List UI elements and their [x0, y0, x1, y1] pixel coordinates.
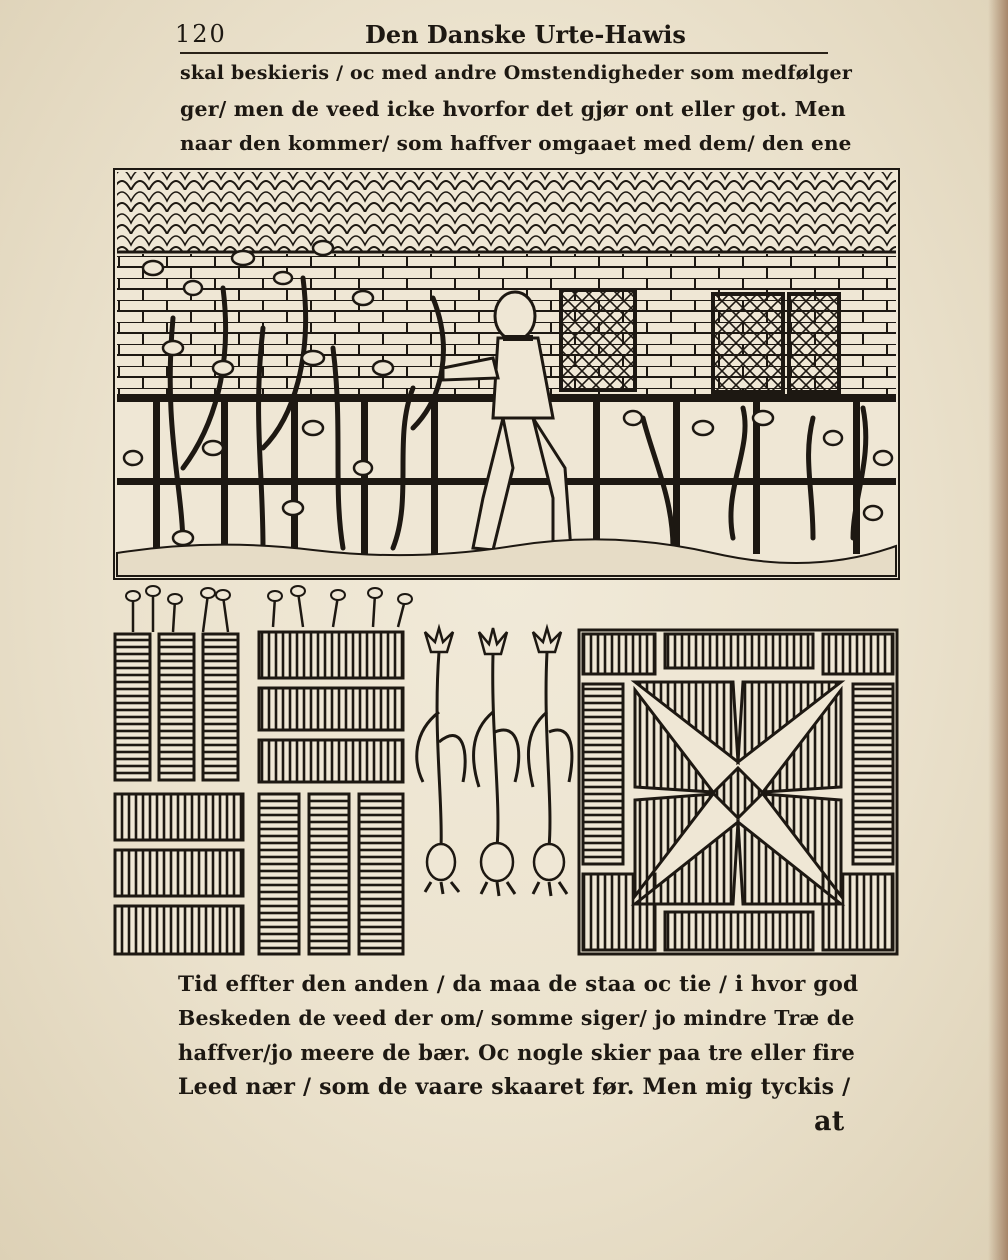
header-rule	[180, 52, 828, 54]
page-edge-shadow	[988, 0, 1008, 1260]
text-line: Beskeden de veed der om/ somme siger/ jo mindre Træ de	[178, 1006, 855, 1030]
text-line: Leed nær / som de vaare skaaret før. Men mig tyckis /	[178, 1074, 851, 1100]
page-number: 120	[175, 20, 227, 48]
text-line: Tid effter den anden / da maa de staa oc tie / i hvor god	[178, 972, 859, 997]
text-line: ger/ men de veed icke hvorfor det gjør ont eller got. Men	[180, 97, 846, 121]
text-line: naar den kommer/ som haffver omgaaet med dem/ den ene	[180, 131, 852, 155]
text-line: skal beskieris / oc med andre Omstendigheder som medfølger	[180, 62, 853, 84]
woodcut-gardener-illustration	[113, 168, 900, 580]
catchword: at	[814, 1106, 845, 1137]
woodcut-garden-beds-illustration	[113, 582, 900, 957]
running-title: Den Danske Urte-Hawis	[365, 20, 686, 49]
text-line: haffver/jo meere de bær. Oc nogle skier paa tre eller fire	[178, 1040, 855, 1065]
page-header	[175, 16, 835, 52]
